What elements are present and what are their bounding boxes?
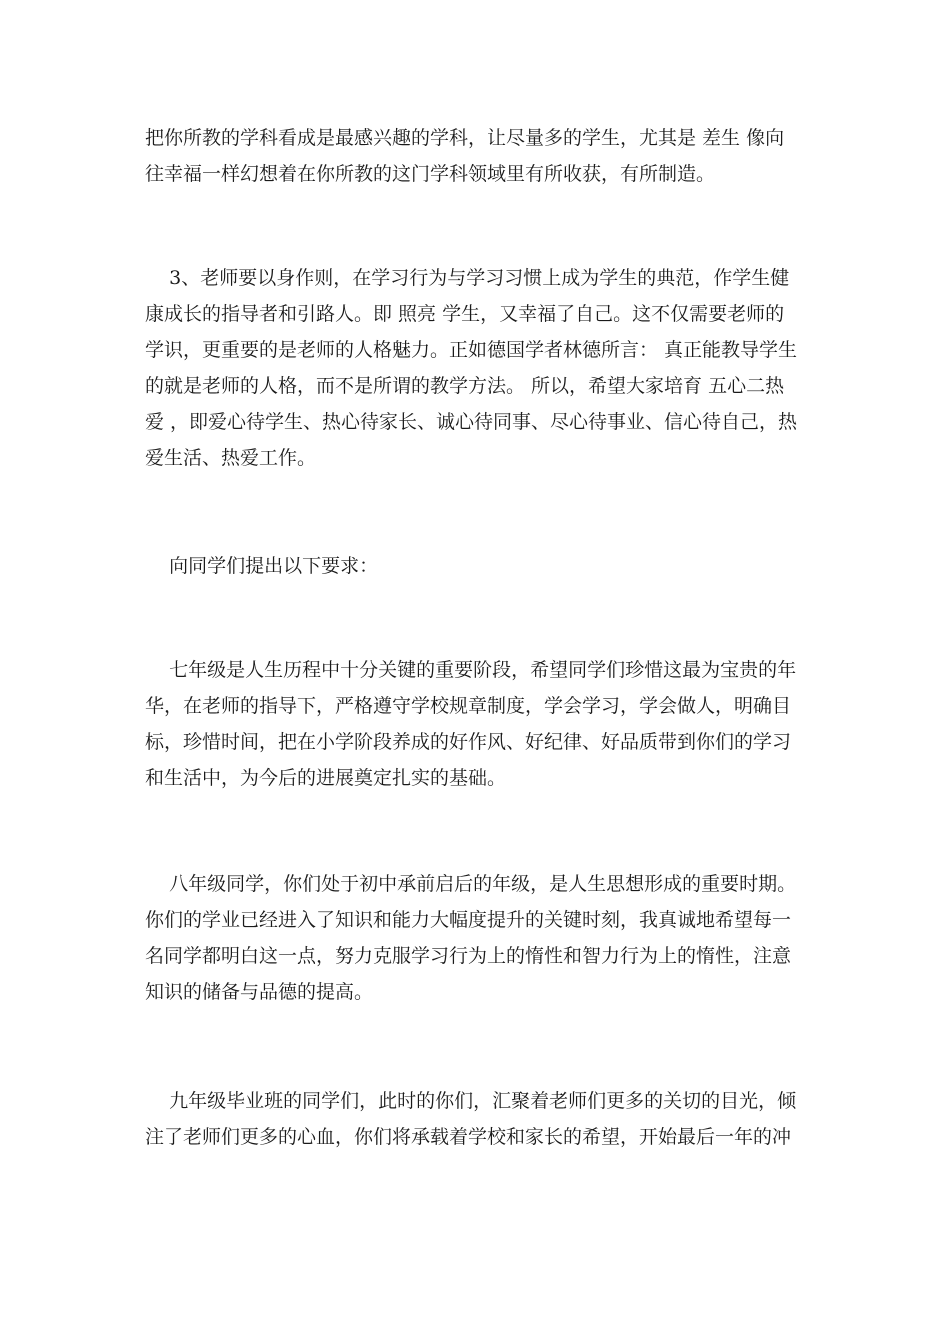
paragraph-grade-seven bbox=[145, 652, 815, 796]
paragraph-subject-interest bbox=[145, 120, 815, 192]
text-line: 和生活中，为今后的进展奠定扎实的基础。 bbox=[145, 767, 507, 789]
text-line: 爱 ，即爱心待学生、热心待家长、诚心待同事、尽心待事业、信心待自己，热 bbox=[145, 411, 798, 433]
text-line: 标，珍惜时间，把在小学阶段养成的好作风、好纪律、好品质带到你们的学习 bbox=[145, 731, 792, 753]
text-line: 往幸福一样幻想着在你所教的这门学科领域里有所收获，有所制造。 bbox=[145, 163, 716, 185]
text-line: 向同学们提出以下要求： bbox=[145, 555, 379, 577]
text-line: 名同学都明白这一点，努力克服学习行为上的惰性和智力行为上的惰性，注意 bbox=[145, 945, 792, 967]
text-line: 注了老师们更多的心血，你们将承载着学校和家长的希望，开始最后一年的冲 bbox=[145, 1126, 792, 1148]
text-line: 八年级同学，你们处于初中承前启后的年级，是人生思想形成的重要时期。 bbox=[145, 873, 797, 895]
paragraph-teacher-example bbox=[145, 260, 815, 476]
paragraph-student-requirements-heading bbox=[145, 548, 815, 584]
text-line: 知识的储备与品德的提高。 bbox=[145, 981, 374, 1003]
paragraph-grade-eight bbox=[145, 866, 815, 1010]
text-line: 3、老师要以身作则，在学习行为与学习习惯上成为学生的典范，作学生健 bbox=[145, 267, 790, 289]
text-line: 你们的学业已经进入了知识和能力大幅度提升的关键时刻，我真诚地希望每一 bbox=[145, 909, 792, 931]
text-line: 七年级是人生历程中十分关键的重要阶段，希望同学们珍惜这最为宝贵的年 bbox=[145, 659, 797, 681]
text-line: 九年级毕业班的同学们，此时的你们，汇聚着老师们更多的关切的目光，倾 bbox=[145, 1090, 797, 1112]
text-line: 的就是老师的人格，而不是所谓的教学方法。 所以，希望大家培育 五心二热 bbox=[145, 375, 785, 397]
text-line: 华，在老师的指导下，严格遵守学校规章制度，学会学习，学会做人，明确目 bbox=[145, 695, 792, 717]
text-line: 康成长的指导者和引路人。即 照亮 学生，又幸福了自己。这不仅需要老师的 bbox=[145, 303, 785, 325]
text-line: 学识，更重要的是老师的人格魅力。正如德国学者林德所言： 真正能教导学生 bbox=[145, 339, 798, 361]
paragraph-grade-nine bbox=[145, 1083, 815, 1155]
text-line: 把你所教的学科看成是最感兴趣的学科，让尽量多的学生，尤其是 差生 像向 bbox=[145, 127, 785, 149]
text-line: 爱生活、热爱工作。 bbox=[145, 447, 317, 469]
